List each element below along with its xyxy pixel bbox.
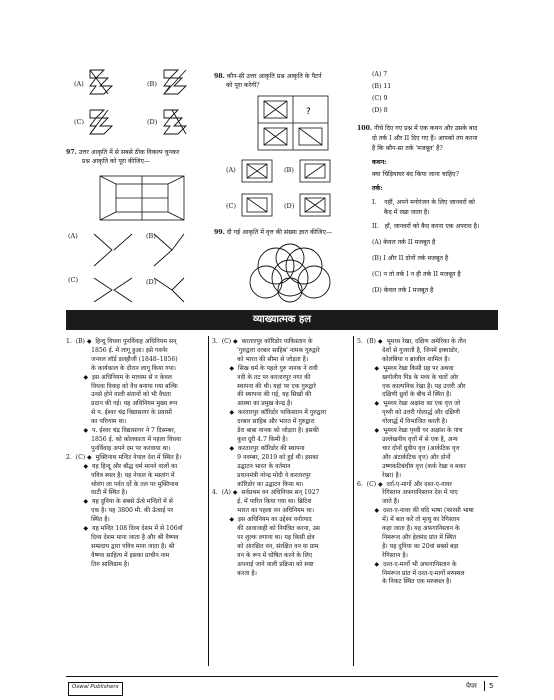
question-text: प्रश्न आकृति को पूरा कीजिए— <box>82 158 151 165</box>
question-97 <box>66 148 179 157</box>
statement-label: कथन: <box>372 159 387 166</box>
solution-line: ◆ दश्त-ए-नावर की यदि भाषा (फारसी भाषा <box>357 507 474 515</box>
solution-line: 6. (C) ◆ दर्रा-ए-मार्गो और दश्त-ए-नावर <box>357 480 452 488</box>
solution-line: की आवाजाही को नियंत्रित करना, उस <box>212 525 320 533</box>
solution-line: वैष्णव साहित्य में इसका प्राचीन नाम <box>66 551 170 559</box>
solution-line: एक है। यह 3800 मी. की ऊँचाई पर <box>66 507 174 515</box>
solution-line: पृथ्वी को उत्तरी गोलार्द्ध और दक्षिणी <box>357 409 461 417</box>
solution-line: प्रदान की गई। यह अधिनियम मुख्य रूप <box>66 400 178 408</box>
question-mark: ? <box>306 107 311 117</box>
question-number: 99. <box>214 229 225 236</box>
solution-line: आस्था का प्रमुख केन्द्र है। <box>212 400 293 408</box>
solution-line: के निकट स्थित एक मरुस्थल है। <box>357 578 452 586</box>
argument-1: I. नहीं, अपने मनोरंजन के लिए जानवरों को <box>372 199 475 206</box>
choice: (B) I और II दोनों तर्क मजबूत है <box>372 255 449 262</box>
solution-line: 1. (B) ◆ हिन्दू विधवा पुनर्विवाह अधिनियम सन् <box>66 338 177 345</box>
solution-line: में) में बात करें तो मृत्यु का रेगिस्तान <box>357 516 460 524</box>
option-label: (D) <box>146 278 157 286</box>
solution-line: सम्प्रदाय द्वारा पवित्र माना जाता है। श्री <box>66 542 175 550</box>
argument-1: कैद में रखा जाता है। <box>372 209 430 216</box>
question-number: 98. <box>214 73 225 80</box>
page-number: 5 <box>489 682 494 690</box>
solution-line: को भारत की सीमा से जोड़ता है। <box>212 355 309 363</box>
solution-line: एक काल्पनिक रेखा है। यह उत्तरी और <box>357 382 466 390</box>
solution-line: दिव्य देशम माना जाता है और श्री वैष्णव <box>66 533 179 541</box>
solution-line: वन के रूप में घोषित करने के लिए <box>212 551 313 559</box>
solution-line: 1856 ई. को कोलकाता में पहला विधवा <box>66 435 181 443</box>
option-label: (C) <box>226 202 237 210</box>
solution-line: ◆ भूमध्य रेखा पृथ्वी पर अक्षांश के पांच <box>357 427 463 435</box>
argument-2: II. हाँ, जानवरों को कैद करना एक अपराध है। <box>372 223 480 230</box>
solution-line: ई. में पारित किया गया था। ब्रिटिश <box>212 498 312 506</box>
footer-separator <box>484 681 485 691</box>
q97-answer-figures <box>74 226 194 308</box>
solution-line: से प. ईश्वर चंद्र विद्यासागर के प्रयासों <box>66 409 172 417</box>
choice: (C) 9 <box>372 95 388 102</box>
choice: (D) केवल तर्क I मजबूत है <box>372 287 434 294</box>
option-label: (D) <box>147 118 158 126</box>
publisher-logo: Oswal Publishers <box>68 682 123 696</box>
option-label: (A) <box>74 80 84 88</box>
option-label: (A) <box>68 232 78 240</box>
solution-line: 1856 ई. में लागू हुआ। इसे गवर्नर <box>66 346 168 354</box>
solution-line: का परिणाम था। <box>66 418 127 426</box>
solution-line: निमरूज प्रांत में दश्त-ए-मार्गो मरुस्थल <box>357 569 465 577</box>
solution-line: विधवा विवाह को वैध बनाया गया बल्कि <box>66 382 178 390</box>
solution-line: की स्थापना की गई, यह सिखों की <box>212 391 312 399</box>
solution-line: ◆ इस अधिनियम का उद्देश्य वनोत्पाद <box>212 516 312 524</box>
solutions-column-2 <box>212 338 352 578</box>
option-label: (C) <box>74 118 85 126</box>
arguments-label: तर्क: <box>372 185 383 192</box>
solution-line: देशों से गुजरती है, जिनमें इक्वाडोर, <box>357 346 460 354</box>
solution-line: भारत का पहला वन अधिनियम था। <box>212 507 315 515</box>
zigzag-option-figures <box>160 66 220 138</box>
question-98 <box>214 72 322 81</box>
solutions-column-3 <box>357 338 497 587</box>
solution-line: पुनर्विवाह अपने दम पर करवाया था। <box>66 444 171 452</box>
question-text: है कि कौन-सा तर्क 'मजबूत' है? <box>372 145 443 152</box>
question-text: नीचे दिए गए प्रश्न में एक कथन और उसके बाद <box>374 125 478 132</box>
solution-line: करता है। <box>212 569 257 577</box>
column-divider <box>208 336 209 666</box>
q97-question-figure <box>94 172 190 224</box>
solution-line: 2. (C) ◆ मुक्तिनाथ मन्दिर नेपाल देश में स्थित है। <box>66 453 182 461</box>
solution-line: ◆ यह हिन्दू और बौद्ध धर्म मानने वालों का <box>66 462 178 470</box>
question-99 <box>214 228 332 237</box>
solution-line: स्थापना की थी। यहां पर एक गुरुद्वारे <box>212 382 316 390</box>
solution-line: 5. (B) ◆ भूमध्य रेखा, दक्षिण अमेरिका के तीन <box>357 338 467 345</box>
statement-text: क्या चिड़ियाघर बंद किया जाना चाहिए? <box>372 171 459 178</box>
section-title: व्याख्यात्मक हल <box>66 310 498 330</box>
option-label: (B) <box>284 166 294 174</box>
solution-line: ◆ दश्त-ए-मार्गो भी अफगानिस्तान के <box>357 560 457 568</box>
solution-line: कॉरिडोर का उद्घाटन किया था। <box>212 480 304 488</box>
solution-line: पर शुल्क लगाना था। यह किसी क्षेत्र <box>212 533 315 541</box>
solution-line: खगोलीय पिंड के मध्य के चारों ओर <box>357 373 459 381</box>
solution-line: प्रधानमंत्री नरेन्द्र मोदी ने करतारपुर <box>212 471 311 479</box>
option-label: (B) <box>147 80 157 88</box>
choice: (A) केवल तर्क II मजबूत है <box>372 239 436 246</box>
solution-line: रेगिस्तान अफगानिस्तान देश में पाए <box>357 489 458 497</box>
solution-line: कुल दूरी 4.7 किमी है। <box>212 435 288 443</box>
choice: (A) 7 <box>372 71 388 78</box>
footer-label: पेपर <box>466 682 477 690</box>
solution-line: 'गुरुद्वारा दरबार साहिब' नामक गुरुद्वारे <box>212 346 320 354</box>
question-text: उत्तर आकृति में से सबसे ठीक विकल्प चुनकर <box>78 149 180 156</box>
solution-line: नदी के तट पर करतारपुर नगर की <box>212 373 311 381</box>
solution-line: ◆ यह मन्दिर 108 दिव्य देशम में से 106वाँ <box>66 525 183 533</box>
solution-line: ◆ करतारपुर कॉरिडोर की स्थापना <box>212 444 305 452</box>
q99-circles-figure <box>242 240 342 306</box>
q98-option-figures <box>296 156 336 220</box>
solution-line: है। यह दुनिया का 20वां सबसे बड़ा <box>357 542 459 550</box>
solution-line: उष्णकटिबंधीय वृत्त (कर्क रेखा व मकर <box>357 462 466 470</box>
footer-rule <box>66 676 498 677</box>
option-label: (B) <box>146 232 156 240</box>
option-label: (A) <box>226 166 236 174</box>
solution-line: घाटी में स्थित है। <box>66 489 128 497</box>
solution-line: गोलार्द्ध में विभाजित करती है। <box>357 418 448 426</box>
solution-line: कहा जाता है। यह अफगानिस्तान के <box>357 525 460 533</box>
solution-line: को आरक्षित वन, संरक्षित वन या ग्राम <box>212 542 319 550</box>
question-text: को पूरा करेगी? <box>226 82 260 89</box>
solution-line: ◆ भूमध्य रेखा किसी ग्रह पर अथवा <box>357 364 454 372</box>
solution-line: ◆ प. ईश्वर चंद्र विद्यासागर ने 7 दिसम्बर, <box>66 427 176 435</box>
solution-line: दक्षिणी ध्रुवों के बीच में स्थित है। <box>357 391 452 399</box>
solution-line: स्थित है। <box>66 516 110 524</box>
solution-line: निमरूज और हेलमंद प्रांत में स्थित <box>357 533 457 541</box>
column-divider <box>353 336 354 666</box>
solution-line: उनसे होने वाली संतानों को भी वैधता <box>66 391 171 399</box>
solution-line: रेगिस्तान है। <box>357 551 408 559</box>
solution-line: ◆ भूमध्य रेखा अक्षांश का एक वृत्त जो <box>357 400 461 408</box>
option-label: (C) <box>68 276 79 284</box>
solution-line: ◆ सिख धर्म के पहले गुरु नानक ने रावी <box>212 364 318 372</box>
q98-question-figure <box>256 94 330 152</box>
solution-line: चार दोनों ध्रुवीय वृत्त (आर्कटिक वृत्त <box>357 444 460 452</box>
solution-line: जाते हैं। <box>357 498 400 506</box>
solution-line: दरबार साहिब और भारत में गुरुद्वारा <box>212 418 315 426</box>
question-text: कौन-सी उत्तर आकृति प्रश्न आकृति के पैटर्न <box>226 73 322 80</box>
solution-line: तिरु सालिग्राम है। <box>66 560 130 568</box>
solution-line: थोरांग ला पर्वत दर्रे के तल पर मुक्तिनाथ <box>66 480 179 488</box>
choice: (D) 8 <box>372 107 388 114</box>
solution-line: 3. (C) ◆ करतारपुर कॉरिडोर पाकिस्तान के <box>212 338 313 345</box>
solutions-column-1 <box>66 338 206 570</box>
solution-line: 4. (A) ◆ सर्वप्रथम वन अधिनियम सन् 1927 <box>212 489 320 497</box>
choice: (B) 11 <box>372 83 392 90</box>
zigzag-option-figures <box>86 66 146 138</box>
question-text: दो तर्क I और II दिए गए हैं। आपको तय करना <box>372 135 478 142</box>
solution-line: 9 नवम्बर, 2019 को हुई थी। इसका <box>212 453 319 461</box>
question-number: 97. <box>66 149 77 156</box>
solution-line: ◆ करतारपुर कॉरिडोर पाकिस्तान में गुरुद्वारा <box>212 409 327 417</box>
solution-line: अपनाई जाने वाली प्रक्रिया को स्पष्ट <box>212 560 314 568</box>
choice: (C) न तो तर्क I न ही तर्क II मजबूत है <box>372 271 461 278</box>
solution-line: ◆ इस अधिनियम के माध्यम से न केवल <box>66 373 172 381</box>
solution-line: पवित्र स्थल है। यह नेपाल के मस्तांग में <box>66 471 175 479</box>
question-number: 100. <box>357 125 373 132</box>
solution-line: और अंटार्कटिक वृत्त) और दोनों <box>357 453 451 461</box>
solution-line: जनरल लॉर्ड डलहौजी (1848–1856) <box>66 355 178 363</box>
solution-line: उद्घाटन भारत के वर्तमान <box>212 462 291 470</box>
solution-line: ◆ यह दुनिया के सबसे ऊँचे मन्दिरों में से <box>66 498 173 506</box>
solution-line: उल्लेखनीय वृत्तों में से एक है, अन्य <box>357 435 458 443</box>
solution-line: के कार्यकाल के दौरान लागू किया गया। <box>66 364 176 372</box>
solution-line: कोलंबिया व ब्राजील शामिल है। <box>357 355 450 363</box>
q98-option-figures <box>238 156 278 220</box>
question-text: दी गई आकृति में वृत्त की संख्या ज्ञात कीजिए— <box>226 229 333 236</box>
solution-line: रेखा) है। <box>357 471 402 479</box>
solution-line: डेरा बाबा नानक को जोड़ता है। इसकी <box>212 427 319 435</box>
option-label: (D) <box>284 202 295 210</box>
